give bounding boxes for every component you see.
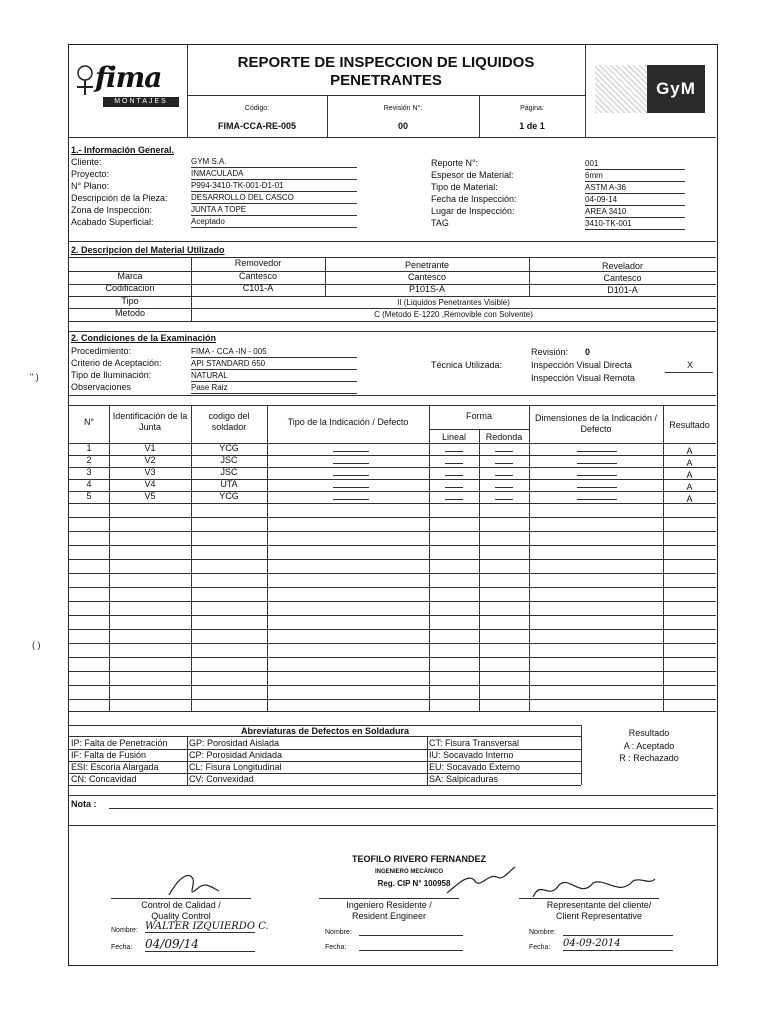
observaciones-value: Pase Raiz (191, 383, 357, 394)
material-marca-revelador: Cantesco (603, 273, 642, 283)
engineer-title: INGENIERO MECÁNICO (374, 869, 443, 875)
pagina-value: 1 de 1 (519, 121, 545, 131)
codigo-value: FIMA-CCA-RE-005 (217, 121, 296, 131)
procedimiento-value: FIMA - CCA -IN - 005 (191, 347, 357, 358)
abbrev-heading: Abreviaturas de Defectos en Soldadura (240, 726, 410, 736)
general-left-value-4: JUNTA A TOPE (191, 205, 357, 216)
criterio-value: API STANDARD 650 (191, 359, 357, 370)
resident-nombre-label: Nombre: (325, 929, 352, 936)
general-left-value-0: GYM S.A. (191, 157, 357, 168)
revision-label: Revisión N°: (383, 105, 423, 112)
engineer-reg: Reg. CIP N° 100958 (377, 879, 451, 888)
material-marca-penetrante: Cantesco (407, 272, 447, 282)
visual-directa-label: Inspección Visual Directa (531, 360, 632, 370)
qc-nombre-label: Nombre: (111, 927, 138, 934)
qc-fecha-label: Fecha: (111, 944, 133, 951)
legend-title: Resultado (628, 728, 670, 738)
general-left-value-2: P994-3410-TK-001-D1-01 (191, 181, 357, 192)
revision-value: 00 (397, 121, 408, 131)
general-left-value-5: Aceptado (191, 217, 357, 228)
row-3-junta: V3 (144, 467, 156, 477)
pagina-label: Página: (520, 105, 544, 112)
material-col-revelador: Revelador (601, 261, 644, 271)
resident-signature (439, 863, 519, 899)
general-left-label-3: Descripción de la Pieza: (71, 193, 168, 203)
general-right-value-5: 3410-TK-001 (585, 219, 685, 230)
legend-rechazado: R : Rechazado (619, 753, 679, 763)
qc-fecha-value: 04/09/14 (145, 937, 255, 952)
qc-line-2: Quality Control (151, 911, 211, 921)
material-metodo-label: Metodo (114, 308, 146, 318)
client-fecha-value: 04-09-2014 (563, 938, 673, 951)
row-3-resultado: A (686, 470, 693, 480)
material-metodo-value: C (Metodo E-1220 ,Removible con Solvente) (374, 310, 533, 319)
col-soldador: codigo del soldador (208, 411, 250, 432)
client-line-2: Client Representative (555, 911, 643, 921)
observaciones-label: Observaciones (71, 382, 132, 392)
abbrev-c2-3: CV: Convexidad (189, 774, 254, 784)
qc-line-1: Control de Calidad / (141, 900, 221, 910)
general-right-value-4: AREA 3410 (585, 207, 685, 218)
col-junta: Identificación de la Junta (112, 411, 188, 432)
abbrev-c1-2: ESI: Escoria Alargada (71, 762, 159, 772)
col-dimensiones: Dimensiones de la Indicación / Defecto (534, 413, 658, 434)
conditions-revision-label: Revisión: (531, 347, 569, 357)
visual-directa-mark: X (686, 360, 693, 370)
general-right-value-2: ASTM A-36 (585, 183, 685, 194)
abbrev-c3-1: IU: Socavado Interno (429, 750, 514, 760)
general-right-label-2: Tipo de Material: (431, 182, 498, 192)
col-redonda: Redonda (485, 432, 523, 442)
legend-aceptado: A : Aceptado (623, 741, 675, 751)
row-3-n: 3 (86, 467, 92, 477)
row-1-junta: V1 (144, 443, 156, 453)
row-1-resultado: A (686, 446, 693, 456)
col-resultado: Resultado (669, 420, 710, 430)
row-5-soldador: YCG (219, 491, 239, 501)
col-tipo: Tipo de la Indicación / Defecto (287, 417, 409, 427)
general-left-label-5: Acabado Superficial: (71, 217, 154, 227)
general-left-label-2: N° Plano: (71, 181, 110, 191)
gym-logo-pattern (595, 65, 649, 113)
abbrev-c2-0: GP: Porosidad Aislada (189, 738, 280, 748)
conditions-revision-value: 0 (585, 347, 591, 357)
fima-logo-sub: MONTAJES (103, 97, 179, 107)
row-2-junta: V2 (144, 455, 156, 465)
general-right-label-4: Lugar de Inspección: (431, 206, 515, 216)
gym-logo-text: GyM (647, 65, 705, 113)
col-n: N° (83, 417, 95, 427)
row-5-resultado: A (686, 494, 693, 504)
abbrev-c2-2: CL: Fisura Longitudinal (189, 762, 282, 772)
client-fecha-label: Fecha: (529, 944, 551, 951)
margin-mark-bottom: ( ) (32, 640, 41, 650)
row-5-junta: V5 (144, 491, 156, 501)
criterio-label: Criterio de Aceptación: (71, 358, 162, 368)
title-line-2: PENETRANTES (330, 72, 442, 89)
material-row-codificacion-label: Codificacion (105, 283, 155, 293)
row-2-n: 2 (86, 455, 92, 465)
general-left-value-1: INMACULADA (191, 169, 357, 180)
resident-fecha-label: Fecha: (325, 944, 347, 951)
row-4-junta: V4 (144, 479, 156, 489)
client-line-1: Representante del cliente/ (546, 900, 652, 910)
conditions-heading: 2. Condiciones de la Examinación (71, 333, 217, 343)
material-col-removedor: Removedor (234, 258, 282, 268)
material-cod-revelador: D101-A (607, 285, 638, 295)
abbrev-c3-3: SA: Salpicaduras (429, 774, 499, 784)
row-4-n: 4 (86, 479, 92, 489)
general-right-label-0: Reporte N°: (431, 158, 479, 168)
general-left-label-4: Zona de Inspección: (71, 205, 153, 215)
material-cod-penetrante: P101S-A (408, 284, 446, 294)
iluminacion-value: NATURAL (191, 371, 357, 382)
report-page (68, 44, 718, 966)
codigo-label: Código: (244, 105, 270, 112)
abbrev-c2-1: CP: Porosidad Anidada (189, 750, 283, 760)
margin-mark-top: " ) (30, 372, 39, 382)
iluminacion-label: Tipo de Iluminación: (71, 370, 152, 380)
engineer-name: TEOFILO RIVERO FERNANDEZ (351, 854, 486, 864)
visual-remota-label: Inspección Visual Remota (531, 373, 635, 383)
abbrev-c1-1: IF: Falta de Fusión (71, 750, 147, 760)
material-heading: 2. Descripcion del Material Utilizado (71, 245, 225, 255)
tecnica-label: Técnica Utilizada: (431, 360, 503, 370)
row-1-soldador: YCG (219, 443, 239, 453)
material-col-penetrante: Penetrante (404, 260, 450, 270)
resident-line-2: Resident Engineer (351, 911, 427, 921)
material-cod-removedor: C101-A (242, 283, 274, 293)
abbrev-c1-3: CN: Concavidad (71, 774, 137, 784)
general-heading: 1.- Información General. (71, 145, 175, 155)
nota-label: Nota : (71, 799, 97, 809)
row-4-soldador: UTA (220, 479, 238, 489)
qc-nombre-value: WALTER IZQUIERDO C. (145, 921, 269, 932)
procedimiento-label: Procedimiento: (71, 346, 132, 356)
abbrev-c3-0: CT: Fisura Transversal (429, 738, 520, 748)
material-tipo-value: II (Liquidos Penetrantes Visible) (397, 298, 510, 307)
col-lineal: Lineal (441, 432, 467, 442)
resident-line-1: Ingeniero Residente / (346, 900, 432, 910)
general-left-label-0: Cliente: (71, 157, 102, 167)
general-right-label-3: Fecha de Inspección: (431, 194, 517, 204)
material-tipo-label: Tipo (121, 296, 139, 306)
row-3-soldador: JSC (220, 467, 238, 477)
gym-logo (593, 51, 711, 115)
client-nombre-label: Nombre: (529, 929, 556, 936)
material-marca-removedor: Cantesco (238, 271, 278, 281)
row-2-resultado: A (686, 458, 693, 468)
title-line-1: REPORTE DE INSPECCION DE LIQUIDOS (237, 54, 535, 71)
general-right-value-3: 04-09-14 (585, 195, 685, 206)
fima-logo (73, 51, 183, 111)
material-row-marca-label: Marca (117, 271, 143, 281)
general-right-value-1: 6mm (585, 171, 685, 182)
row-4-resultado: A (686, 482, 693, 492)
abbrev-c1-0: IP: Falta de Penetración (71, 738, 168, 748)
row-1-n: 1 (86, 443, 92, 453)
general-right-label-1: Espesor de Material: (431, 170, 514, 180)
col-forma: Forma (465, 411, 492, 421)
row-5-n: 5 (86, 491, 92, 501)
general-left-label-1: Proyecto: (71, 169, 110, 179)
row-2-soldador: JSC (220, 455, 238, 465)
general-right-label-5: TAG (431, 218, 449, 228)
abbrev-c3-2: EU: Socavado Externo (429, 762, 521, 772)
general-left-value-3: DESARROLLO DEL CASCO (191, 193, 357, 204)
qc-signature (159, 867, 239, 901)
general-right-value-0: 001 (585, 159, 685, 170)
fima-logo-text: fima (95, 61, 162, 94)
